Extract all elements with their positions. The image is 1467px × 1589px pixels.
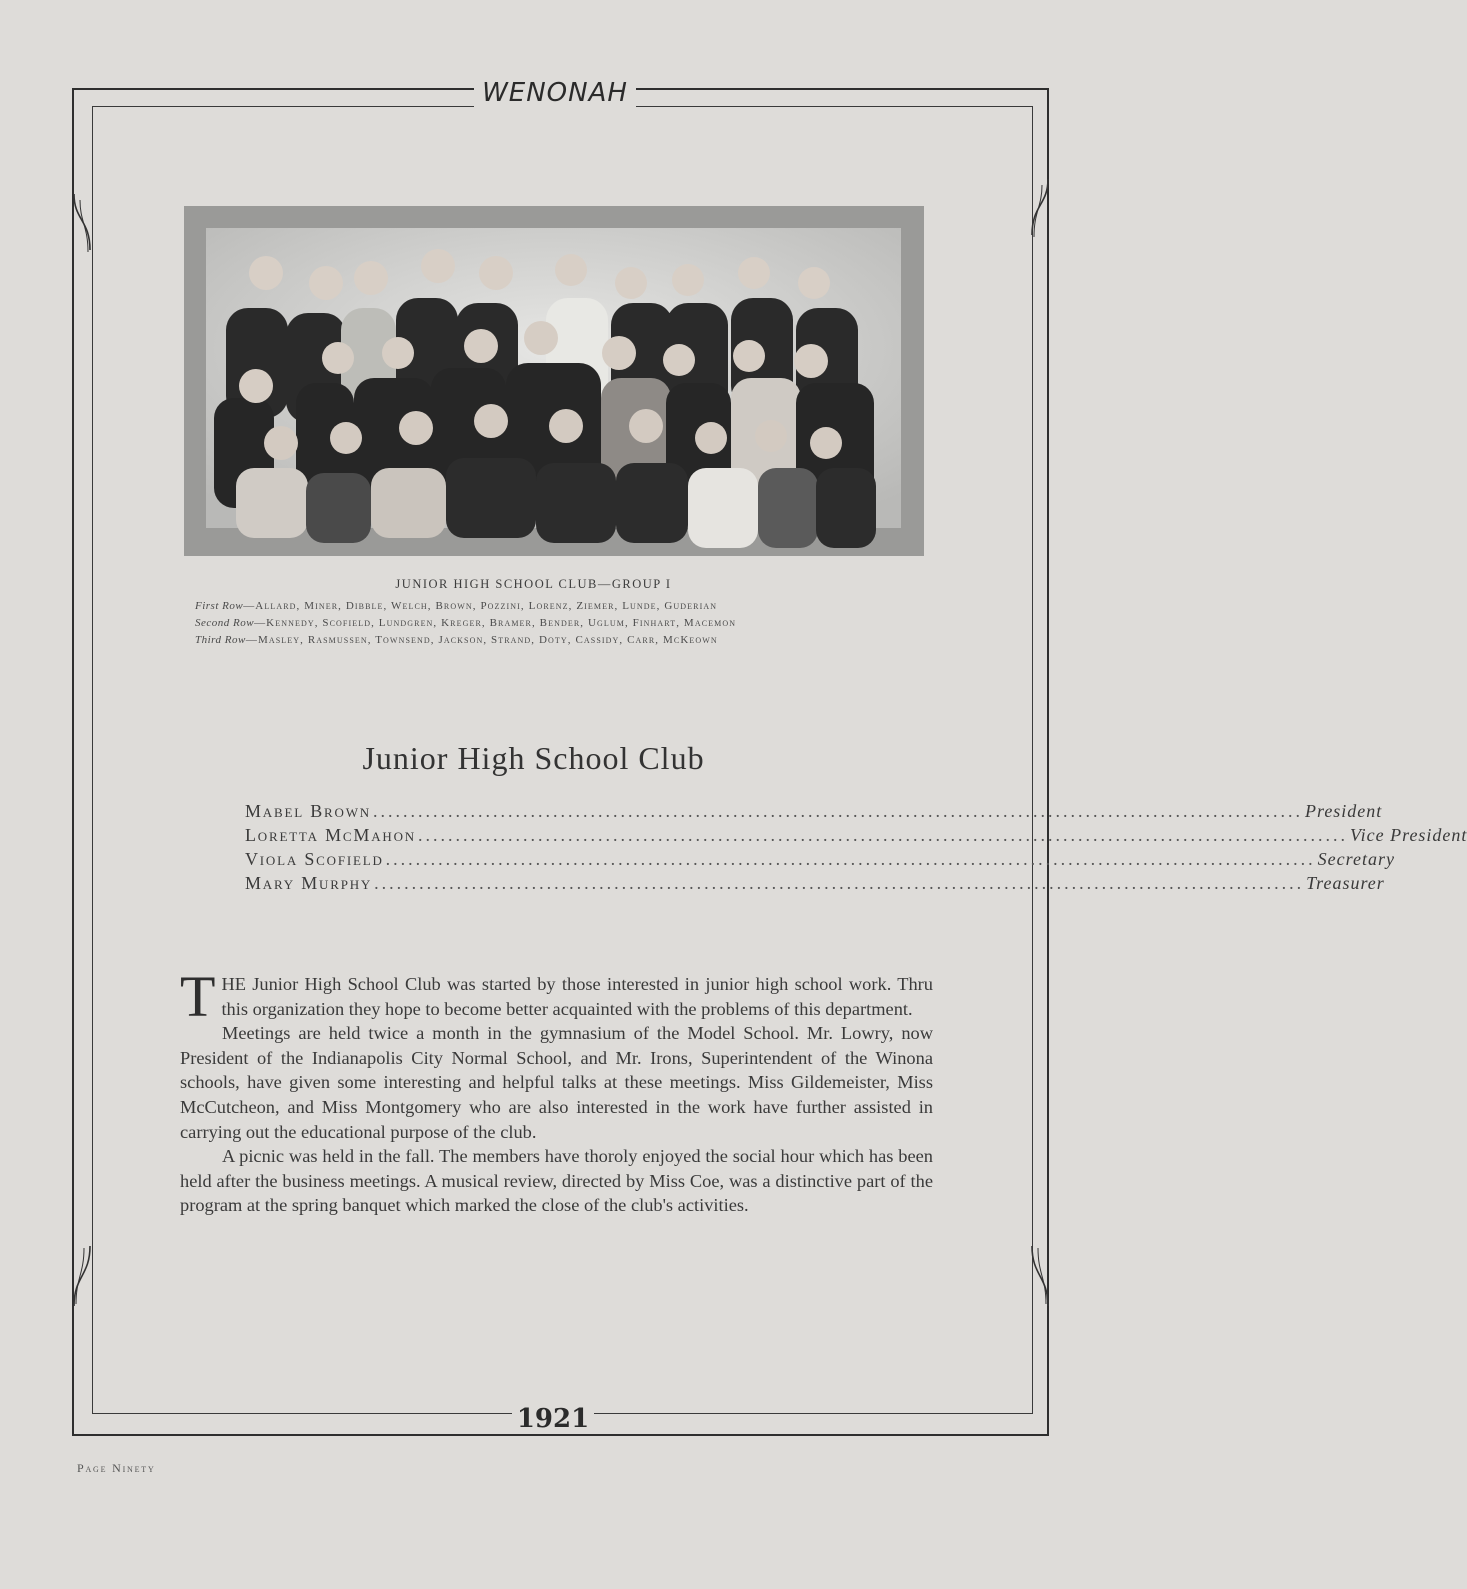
officer-entry <box>245 873 1385 897</box>
caption-row-names: —Allard, Miner, Dibble, Welch, Brown, Pozzini, Lorenz, Ziemer, Lunde, Guderian <box>243 600 718 612</box>
group-photo <box>206 228 901 528</box>
officer-entry <box>245 825 1467 849</box>
border-flourish-bottom-right <box>1024 1240 1056 1310</box>
caption-second-row <box>195 617 915 629</box>
officer-name: Loretta McMahon <box>245 825 416 845</box>
border-flourish-top-right <box>1024 175 1056 245</box>
article-paragraph: Meetings are held twice a month in the gymnasium of the Model School. Mr. Lowry, now President of the Indianapolis City Normal School, and Mr. Irons, Superintendent of the Winona schools, have given some interesting and helpful talks at these meetings. Miss Gildemeister, Miss McCutcheon, and Miss Montgomery who are also interested in the work have further assisted in carrying out the educational purpose of the club. <box>180 1023 933 1142</box>
article-paragraph <box>180 964 933 1029</box>
caption-row-names: —Kennedy, Scofield, Lundgren, Kreger, Bramer, Bender, Uglum, Finhart, Macemon <box>254 617 737 629</box>
officer-office: President <box>1304 801 1383 821</box>
paragraph-text: HE Junior High School Club was started by those interested in junior high school work. Thru this organization they hope to become better acquainted with the problems of this department. <box>221 974 933 1019</box>
officer-office: Treasurer <box>1306 873 1385 893</box>
officer-name: Mary Murphy <box>245 873 373 893</box>
caption-row-label: First Row <box>195 600 244 612</box>
yearbook-title: WENONAH <box>474 78 636 108</box>
footer-year: 1921 <box>512 1404 594 1434</box>
caption-row-names: —Masley, Rasmussen, Townsend, Jackson, Strand, Doty, Cassidy, Carr, McKeown <box>245 634 718 646</box>
leader-dots: ............................................................................................................................ <box>374 873 1305 893</box>
leader-dots: ............................................................................................................................ <box>372 801 1303 821</box>
caption-first-row <box>195 600 915 612</box>
caption-third-row <box>195 634 915 646</box>
border-flourish-bottom-left <box>66 1240 98 1310</box>
border-flourish-top-left <box>66 190 98 260</box>
officer-entry <box>245 849 1395 873</box>
officer-entry <box>245 801 1383 825</box>
drop-cap: T <box>180 964 216 1029</box>
leader-dots: ............................................................................................................................ <box>417 825 1348 845</box>
officer-office: Secretary <box>1317 849 1395 869</box>
article-paragraph: A picnic was held in the fall. The members have thoroly enjoyed the social hour which has been held after the business meetings. A musical review, directed by Miss Coe, was a distinctive part of the program at the spring banquet which marked the close of the club's activities. <box>180 1146 933 1216</box>
leader-dots: ............................................................................................................................ <box>385 849 1316 869</box>
officer-name: Mabel Brown <box>245 801 371 821</box>
club-title: Junior High School Club <box>362 740 705 776</box>
group-photo-image <box>206 228 901 528</box>
article-body <box>180 964 933 1218</box>
officer-name: Viola Scofield <box>245 849 384 869</box>
caption-row-label: Third Row <box>195 634 246 646</box>
officer-office: Vice President <box>1349 825 1467 845</box>
caption-row-label: Second Row <box>195 617 255 629</box>
photo-caption-title: JUNIOR HIGH SCHOOL CLUB—GROUP I <box>395 577 672 591</box>
page-number: Page Ninety <box>77 1461 156 1475</box>
